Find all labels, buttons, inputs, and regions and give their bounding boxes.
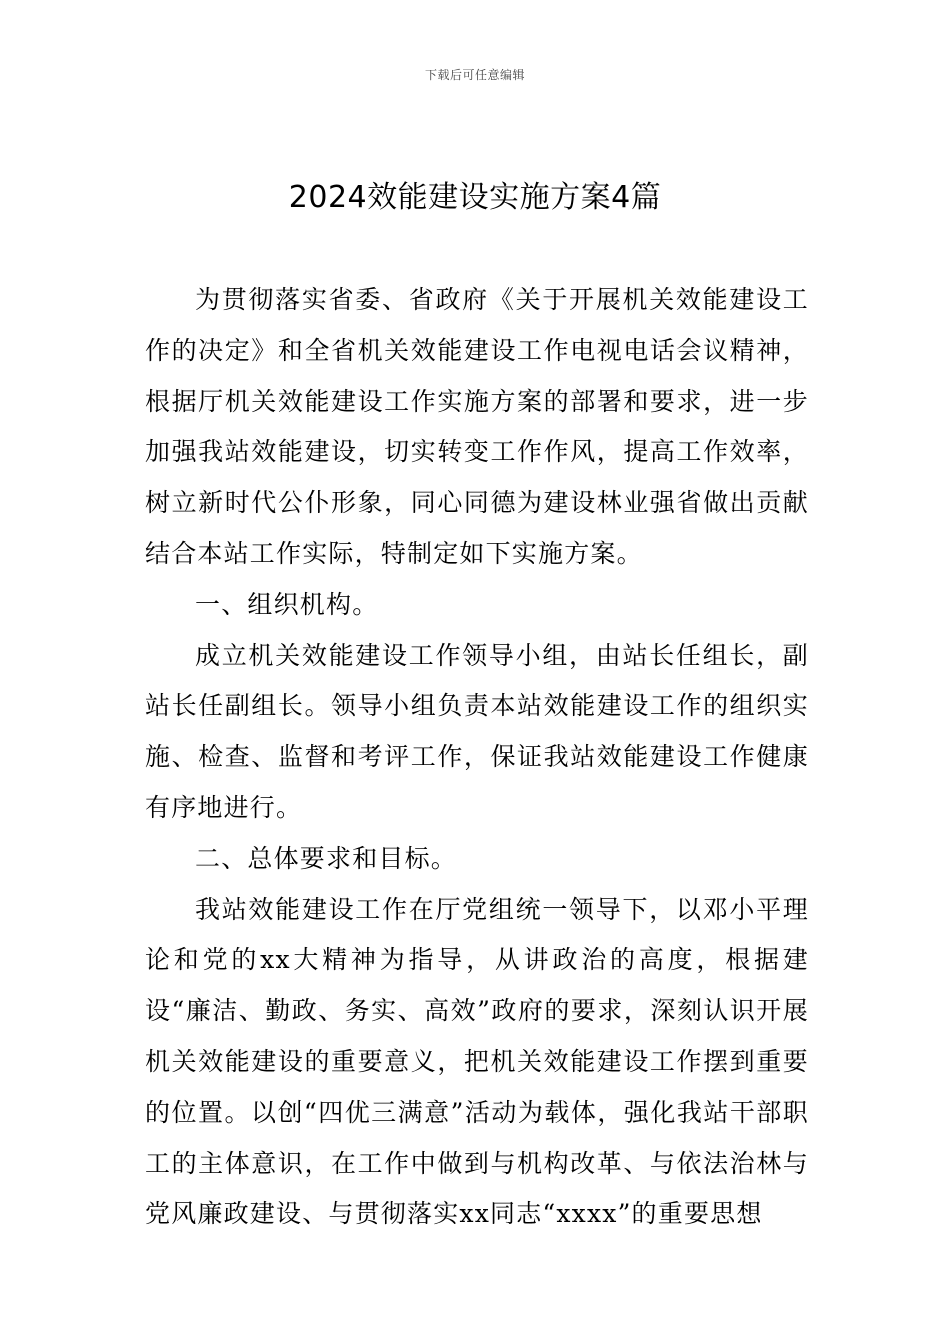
header-note: 下载后可任意编辑: [424, 68, 525, 82]
paragraph-requirements: 我站效能建设工作在厅党组统一领导下，以邓小平理论和党的xx大精神为指导，从讲政治的高度，根据建设“廉洁、勤政、务实、高效”政府的要求，深刻认识开展机关效能建设的重要意义，把机关效能建设工作摆到重要的位置。以创“四优三满意”活动为载体，强化我站干部职工的主体意识，在工作中做到与机构改革、与依法治林与党风廉政建设、与贯彻落实xx同志“xxxx”的重要思想: [145, 894, 809, 1229]
section-heading-organization: 一、组织机构。: [195, 589, 379, 619]
document-body: [145, 275, 809, 1240]
section-heading-requirements: 二、总体要求和目标。: [195, 843, 458, 873]
paragraph-intro: 为贯彻落实省委、省政府《关于开展机关效能建设工作的决定》和全省机关效能建设工作电视电话会议精神，根据厅机关效能建设工作实施方案的部署和要求，进一步加强我站效能建设，切实转变工作作风，提高工作效率，树立新时代公仆形象，同心同德为建设林业强省做出贡献结合本站工作实际，特制定如下实施方案。: [145, 285, 809, 568]
document-title: 2024效能建设实施方案4篇: [288, 180, 662, 215]
paragraph-organization: 成立机关效能建设工作领导小组，由站长任组长，副站长任副组长。领导小组负责本站效能建设工作的组织实施、检查、监督和考评工作，保证我站效能建设工作健康有序地进行。: [145, 640, 809, 822]
